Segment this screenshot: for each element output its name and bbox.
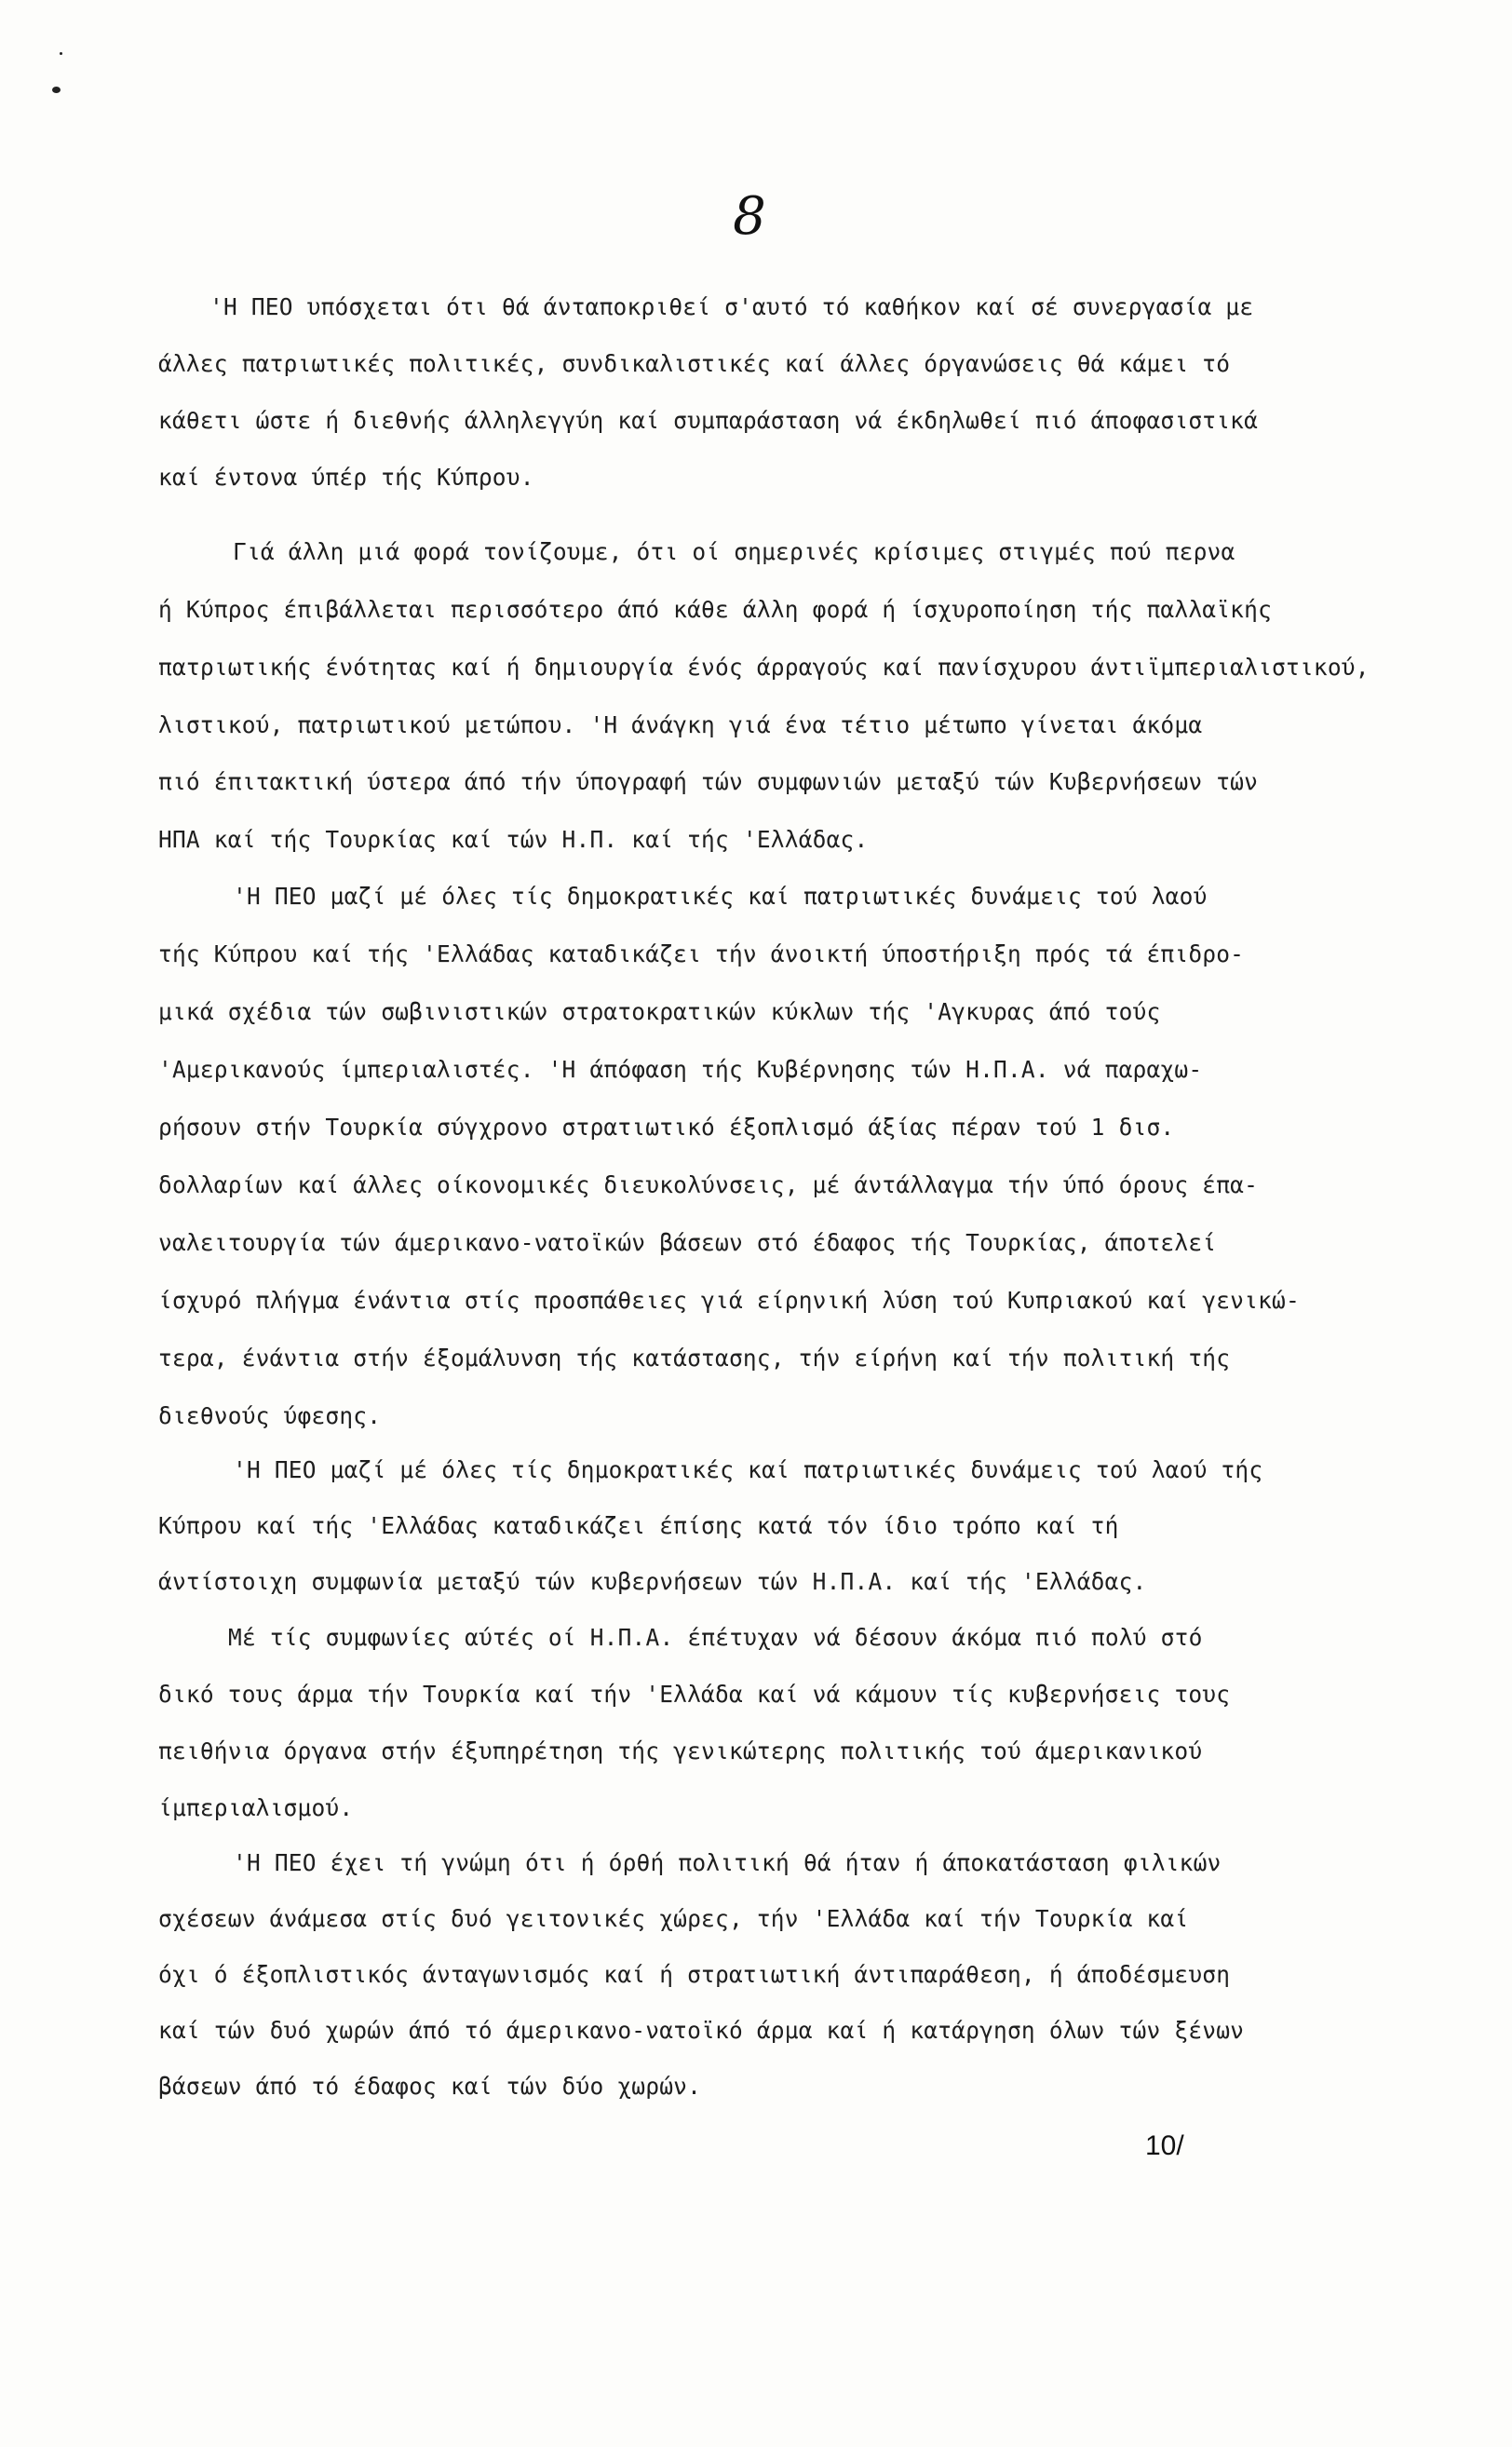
text-line: 'Η ΠΕΟ έχει τή γνώμη ότι ή όρθή πολιτική θά ήταν ή άποκατάσταση φιλικών [233,1849,1222,1876]
text-line: Μέ τίς συμφωνίες αύτές οί Η.Π.Α. έπέτυχαν νά δέσουν άκόμα πιό πολύ στό [228,1624,1203,1651]
text-line: καί τών δυό χωρών άπό τό άμερικανο-νατοϊκό άρμα καί ή κατάργηση όλων τών ξένων [158,2017,1245,2044]
scan-speck [60,52,62,55]
text-line: Γιά άλλη μιά φορά τονίζουμε, ότι οί σημερινές κρίσιμες στιγμές πού περνα [233,538,1235,565]
text-line: 'Η ΠΕΟ υπόσχεται ότι θά άνταποκριθεί σ'αυτό τό καθήκον καί σέ συνεργασία με [209,293,1254,320]
text-line: ρήσουν στήν Τουρκία σύγχρονο στρατιωτικό έξοπλισμό άξίας πέραν τού 1 δισ. [158,1114,1175,1141]
text-line: καί έντονα ύπέρ τής Κύπρου. [158,464,534,491]
text-line: ναλειτουργία τών άμερικανο-νατοϊκών βάσεων στό έδαφος τής Τουρκίας, άποτελεί [158,1229,1217,1256]
text-line: μικά σχέδια τών σωβινιστικών στρατοκρατικών κύκλων τής 'Αγκυρας άπό τούς [158,998,1161,1025]
text-line: άλλες πατριωτικές πολιτικές, συνδικαλιστικές καί άλλες όργανώσεις θά κάμει τό [158,350,1231,377]
text-line: 'Η ΠΕΟ μαζί μέ όλες τίς δημοκρατικές καί πατριωτικές δυνάμεις τού λαού [233,883,1208,910]
text-line: πιό έπιτακτική ύστερα άπό τήν ύπογραφή τών συμφωνιών μεταξύ τών Κυβερνήσεων τών [158,768,1259,795]
text-line: κάθετι ώστε ή διεθνής άλληλεγγύη καί συμπαράσταση νά έκδηλωθεί πιό άποφασιστικά [158,407,1259,434]
text-line: ή Κύπρος έπιβάλλεται περισσότερο άπό κάθε άλλη φορά ή ίσχυροποίηση τής παλλαϊκής [158,596,1273,623]
text-line: τής Κύπρου καί τής 'Ελλάδας καταδικάζει τήν άνοικτή ύποστήριξη πρός τά έπιδρο- [158,940,1245,967]
text-line: πειθήνια όργανα στήν έξυπηρέτηση τής γενικώτερης πολιτικής τού άμερικανικού [158,1737,1203,1764]
text-line: δικό τους άρμα τήν Τουρκία καί τήν 'Ελλάδα καί νά κάμουν τίς κυβερνήσεις τους [158,1681,1231,1708]
text-line: ΗΠΑ καί τής Τουρκίας καί τών Η.Π. καί τής 'Ελλάδας. [158,826,869,853]
text-line: διεθνούς ύφεσης. [158,1402,382,1429]
text-line: ίμπεριαλισμού. [158,1794,354,1821]
text-line: σχέσεων άνάμεσα στίς δυό γειτονικές χώρες, τήν 'Ελλάδα καί τήν Τουρκία καί [158,1905,1189,1932]
scan-speck [52,87,61,93]
text-line: λιστικού, πατριωτικού μετώπου. 'Η άνάγκη γιά ένα τέτιο μέτωπο γίνεται άκόμα [158,711,1203,738]
text-line: πατριωτικής ένότητας καί ή δημιουργία ένός άρραγούς καί πανίσχυρου άντιϊμπεριαλιστικού, [158,654,1370,681]
page-number: 8 [733,186,766,247]
next-page-marker: 10/ [1145,2130,1184,2161]
text-line: τερα, ένάντια στήν έξομάλυνση τής κατάστασης, τήν είρήνη καί τήν πολιτική τής [158,1345,1231,1372]
text-line: δολλαρίων καί άλλες οίκονομικές διευκολύνσεις, μέ άντάλλαγμα τήν ύπό όρους έπα- [158,1171,1259,1198]
text-line: άντίστοιχη συμφωνία μεταξύ τών κυβερνήσεων τών Η.Π.Α. καί τής 'Ελλάδας. [158,1568,1147,1595]
text-line: ίσχυρό πλήγμα ένάντια στίς προσπάθειες γιά είρηνική λύση τού Κυπριακού καί γενικώ- [158,1287,1300,1314]
text-line: όχι ό έξοπλιστικός άνταγωνισμός καί ή στρατιωτική άντιπαράθεση, ή άποδέσμευση [158,1961,1231,1988]
text-line: Κύπρου καί τής 'Ελλάδας καταδικάζει έπίσης κατά τόν ίδιο τρόπο καί τή [158,1512,1119,1539]
text-line: 'Η ΠΕΟ μαζί μέ όλες τίς δημοκρατικές καί πατριωτικές δυνάμεις τού λαού τής [233,1456,1263,1483]
text-line: βάσεων άπό τό έδαφος καί τών δύο χωρών. [158,2073,702,2100]
text-line: 'Αμερικανούς ίμπεριαλιστές. 'Η άπόφαση τής Κυβέρνησης τών Η.Π.Α. νά παραχω- [158,1056,1203,1083]
